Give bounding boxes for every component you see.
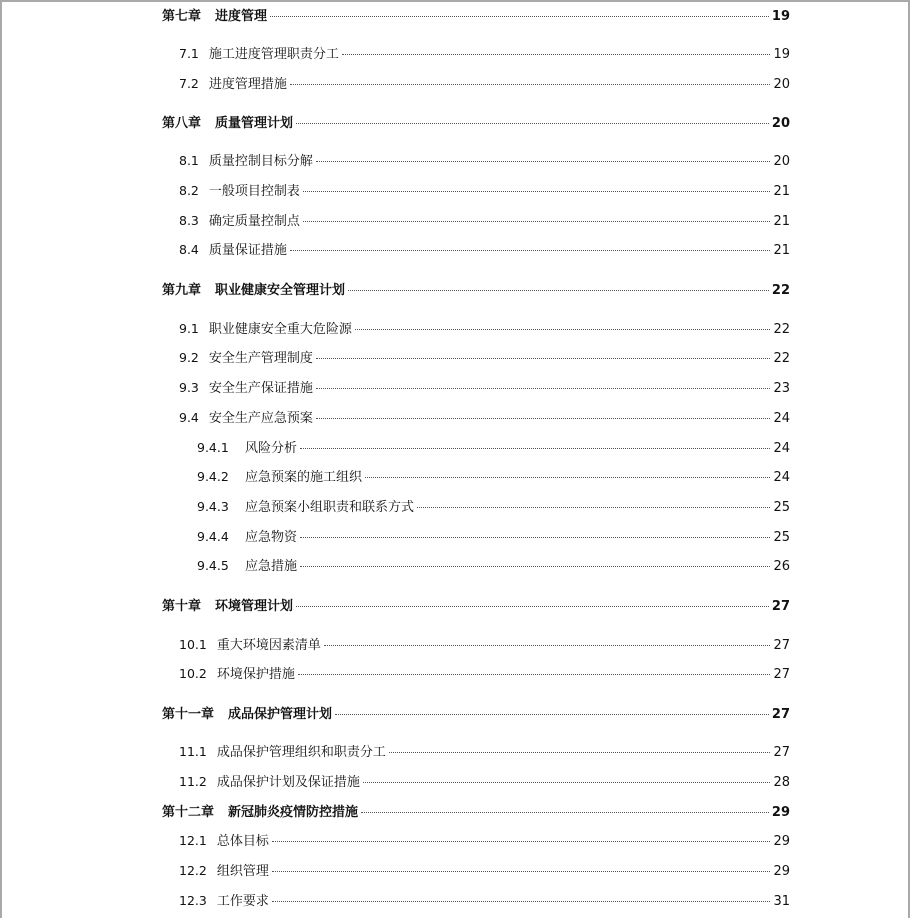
- toc-entry-page-number: 21: [773, 243, 790, 258]
- toc-entry-title: 安全生产保证措施: [208, 381, 313, 396]
- toc-section-entry[interactable]: [197, 437, 790, 457]
- toc-entry-page-number: 22: [771, 283, 790, 298]
- toc-entry-number: 10.2: [179, 666, 207, 681]
- dot-leader: [316, 374, 771, 389]
- toc-section-entry[interactable]: [179, 318, 790, 338]
- toc-entry-page-number: 24: [773, 470, 790, 485]
- toc-entry-number: 第十一章: [162, 707, 215, 722]
- toc-chapter-entry[interactable]: [162, 801, 790, 821]
- toc-entry-page-number: 27: [773, 745, 790, 760]
- toc-entry-title: 职业健康安全管理计划: [215, 283, 346, 298]
- dot-leader: [417, 493, 770, 508]
- toc-entry-number: 12.1: [179, 833, 207, 848]
- toc-entry-number: 7.1: [179, 46, 199, 61]
- toc-chapter-entry[interactable]: [162, 595, 790, 615]
- dot-leader: [296, 592, 769, 607]
- toc-entry-page-number: 20: [773, 77, 790, 92]
- toc-section-entry[interactable]: [197, 496, 790, 516]
- dot-leader: [303, 207, 771, 222]
- toc-entry-page-number: 26: [773, 559, 790, 574]
- toc-section-entry[interactable]: [179, 377, 790, 397]
- dot-leader: [348, 276, 769, 291]
- toc-entry-page-number: 31: [773, 894, 790, 909]
- toc-section-entry[interactable]: [179, 210, 790, 230]
- toc-entry-page-number: 19: [773, 47, 790, 62]
- dot-leader: [272, 827, 771, 842]
- toc-section-entry[interactable]: [179, 860, 790, 880]
- toc-entry-title: 质量管理计划: [215, 116, 294, 131]
- toc-entry-number: 第八章: [162, 116, 202, 131]
- dot-leader: [290, 70, 771, 85]
- toc-section-entry[interactable]: [179, 239, 790, 259]
- toc-entry-title: 新冠肺炎疫情防控措施: [228, 805, 359, 820]
- dot-leader: [272, 857, 771, 872]
- toc-chapter-entry[interactable]: [162, 703, 790, 723]
- toc-entry-number: 9.2: [179, 350, 199, 365]
- toc-entry-number: 9.4.5: [197, 558, 229, 573]
- dot-leader: [389, 738, 771, 753]
- toc-entry-title: 质量控制目标分解: [208, 154, 313, 169]
- toc-entry-number: 9.4.2: [197, 469, 229, 484]
- toc-entry-title: 成品保护管理计划: [228, 707, 333, 722]
- toc-entry-page-number: 22: [773, 322, 790, 337]
- toc-entry-page-number: 20: [773, 154, 790, 169]
- toc-entry-number: 9.4.1: [197, 440, 229, 455]
- toc-entry-title: 职业健康安全重大危险源: [208, 322, 352, 337]
- toc-entry-number: 11.1: [179, 744, 207, 759]
- dot-leader: [316, 147, 771, 162]
- toc-entry-title: 确定质量控制点: [208, 214, 300, 229]
- toc-section-entry[interactable]: [179, 741, 790, 761]
- dot-leader: [300, 552, 770, 567]
- toc-entry-number: 9.3: [179, 380, 199, 395]
- dot-leader: [300, 523, 770, 538]
- toc-entry-title: 应急物资: [245, 530, 298, 545]
- toc-entry-page-number: 21: [773, 184, 790, 199]
- dot-leader: [290, 236, 771, 251]
- toc-entry-number: 9.4.3: [197, 499, 229, 514]
- toc-section-entry[interactable]: [179, 407, 790, 427]
- toc-entry-page-number: 23: [773, 381, 790, 396]
- dot-leader: [296, 109, 769, 124]
- toc-entry-page-number: 28: [773, 775, 790, 790]
- toc-entry-number: 10.1: [179, 637, 207, 652]
- toc-entry-title: 应急预案的施工组织: [245, 470, 363, 485]
- toc-entry-title: 环境管理计划: [215, 599, 294, 614]
- toc-entry-page-number: 29: [773, 864, 790, 879]
- toc-entry-number: 8.2: [179, 183, 199, 198]
- toc-entry-number: 8.1: [179, 153, 199, 168]
- toc-entry-title: 工作要求: [216, 894, 269, 909]
- toc-section-entry[interactable]: [179, 830, 790, 850]
- toc-entry-title: 成品保护管理组织和职责分工: [216, 745, 386, 760]
- toc-entry-title: 进度管理: [215, 9, 268, 24]
- toc-entry-number: 7.2: [179, 76, 199, 91]
- toc-section-entry[interactable]: [179, 73, 790, 93]
- toc-chapter-entry[interactable]: [162, 5, 790, 25]
- dot-leader: [355, 315, 771, 330]
- toc-entry-number: 第十二章: [162, 805, 215, 820]
- dot-leader: [272, 887, 771, 902]
- toc-section-entry[interactable]: [197, 555, 790, 575]
- toc-section-entry[interactable]: [179, 347, 790, 367]
- toc-section-entry[interactable]: [179, 150, 790, 170]
- toc-entry-number: 12.3: [179, 893, 207, 908]
- dot-leader: [342, 40, 771, 55]
- toc-section-entry[interactable]: [179, 634, 790, 654]
- toc-entry-title: 安全生产应急预案: [208, 411, 313, 426]
- toc-entry-page-number: 25: [773, 530, 790, 545]
- toc-section-entry[interactable]: [197, 466, 790, 486]
- toc-entry-title: 风险分析: [245, 441, 298, 456]
- dot-leader: [316, 344, 771, 359]
- toc-entry-title: 重大环境因素清单: [216, 638, 321, 653]
- dot-leader: [365, 463, 770, 478]
- dot-leader: [303, 177, 771, 192]
- toc-entry-title: 总体目标: [216, 834, 269, 849]
- toc-entry-title: 一般项目控制表: [208, 184, 300, 199]
- toc-entry-page-number: 27: [771, 707, 790, 722]
- toc-entry-page-number: 27: [773, 667, 790, 682]
- toc-entry-title: 质量保证措施: [208, 243, 287, 258]
- toc-section-entry[interactable]: [179, 180, 790, 200]
- dot-leader: [324, 631, 771, 646]
- toc-entry-page-number: 29: [771, 805, 790, 820]
- toc-entry-page-number: 27: [771, 599, 790, 614]
- toc-section-entry[interactable]: [179, 771, 790, 791]
- toc-entry-number: 第七章: [162, 9, 202, 24]
- toc-entry-title: 组织管理: [216, 864, 269, 879]
- dot-leader: [316, 404, 771, 419]
- dot-leader: [361, 798, 769, 813]
- toc-entry-title: 进度管理措施: [208, 77, 287, 92]
- toc-section-entry[interactable]: [179, 663, 790, 683]
- toc-entry-title: 应急措施: [245, 559, 298, 574]
- dot-leader: [300, 434, 770, 449]
- toc-entry-page-number: 22: [773, 351, 790, 366]
- toc-entry-number: 12.2: [179, 863, 207, 878]
- toc-entry-title: 成品保护计划及保证措施: [216, 775, 360, 790]
- dot-leader: [270, 2, 769, 17]
- toc-entry-number: 8.4: [179, 242, 199, 257]
- toc-entry-title: 安全生产管理制度: [208, 351, 313, 366]
- toc-entry-title: 应急预案小组职责和联系方式: [245, 500, 415, 515]
- toc-entry-title: 环境保护措施: [216, 667, 295, 682]
- toc-chapter-entry[interactable]: [162, 279, 790, 299]
- toc-entry-title: 施工进度管理职责分工: [208, 47, 339, 62]
- toc-entry-page-number: 20: [771, 116, 790, 131]
- toc-entry-number: 9.4.4: [197, 529, 229, 544]
- dot-leader: [298, 660, 771, 675]
- toc-entry-number: 第九章: [162, 283, 202, 298]
- toc-section-entry[interactable]: [179, 890, 790, 910]
- dot-leader: [363, 768, 771, 783]
- toc-entry-page-number: 29: [773, 834, 790, 849]
- toc-entry-page-number: 19: [771, 9, 790, 24]
- toc-entry-page-number: 27: [773, 638, 790, 653]
- toc-entry-page-number: 24: [773, 411, 790, 426]
- toc-section-entry[interactable]: [179, 43, 790, 63]
- toc-entry-number: 9.1: [179, 321, 199, 336]
- toc-entry-page-number: 24: [773, 441, 790, 456]
- toc-section-entry[interactable]: [197, 526, 790, 546]
- toc-entry-number: 9.4: [179, 410, 199, 425]
- toc-entry-number: 第十章: [162, 599, 202, 614]
- toc-entry-number: 8.3: [179, 213, 199, 228]
- toc-entry-page-number: 25: [773, 500, 790, 515]
- toc-chapter-entry[interactable]: [162, 112, 790, 132]
- dot-leader: [335, 700, 769, 715]
- toc-entry-page-number: 21: [773, 214, 790, 229]
- toc-entry-number: 11.2: [179, 774, 207, 789]
